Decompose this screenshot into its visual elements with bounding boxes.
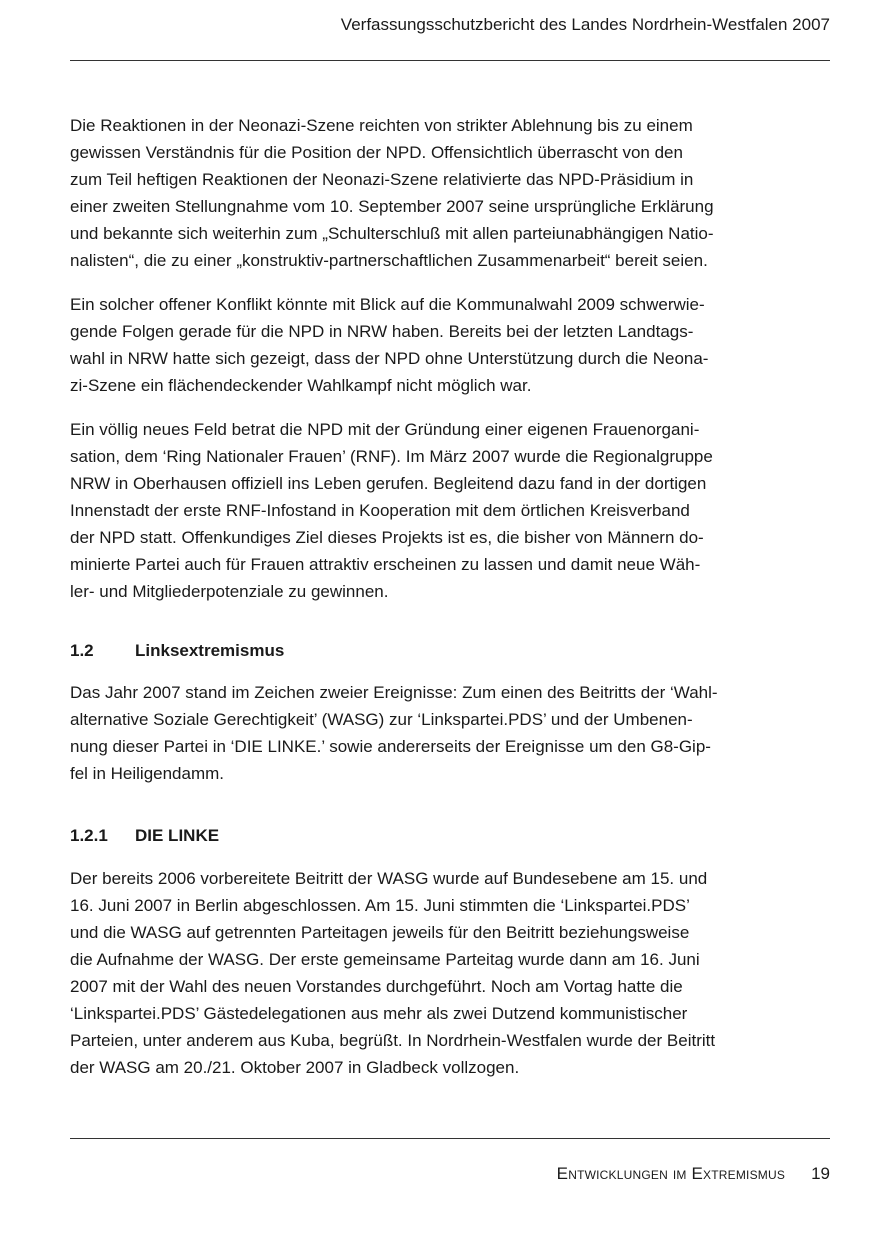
paragraph-die-linke: Der bereits 2006 vorbereitete Beitritt der WASG wurde auf Bundesebene am 15. und 16. Juni 2007 in Berlin abgeschlossen. Am 15. Juni stimmten die ‘Linkspartei.PDS’ und die WASG auf getrennten Parteitagen jeweils für den Beitritt beziehungsweise die Aufnahme der WASG. Der erste gemeinsame Parteitag wurde dann am 16. Juni 2007 mit der Wahl des neuen Vorstandes durchgeführt. Noch am Vortag hatte die ‘Linkspartei.PDS’ Gästedelegationen aus mehr als zwei Dutzend kommunistischer Parteien, unter anderem aus Kuba, begrüßt. In Nordrhein-Westfalen wurde der Beitritt der WASG am 20./21. Oktober 2007 in Gladbeck vollzogen. <box>70 869 716 1077</box>
footer-divider <box>70 1138 830 1139</box>
header-divider <box>70 60 830 61</box>
section-heading-1-2 <box>70 637 786 664</box>
paragraph-rnf: Ein völlig neues Feld betrat die NPD mit der Gründung einer eigenen Frauenorgani- sation, dem ‘Ring Nationaler Frauen’ (RNF). Im März 2007 wurde die Regionalgruppe NRW in Oberhausen offiziell ins Leben gerufen. Begleitend dazu fand in der dortigen Innenstadt der erste RNF-Infostand in Kooperation mit dem örtlichen Kreisverband der NPD statt. Offenkundiges Ziel dieses Projekts ist es, die bisher von Männern do- minierte Partei auch für Frauen attraktiv erscheinen zu lassen und damit neue Wäh- ler- und Mitgliederpotenziale zu gewinnen. <box>70 420 713 601</box>
page-header-title: Verfassungsschutzbericht des Landes Nordrhein-Westfalen 2007 <box>340 15 830 34</box>
footer-section-name: Entwicklungen im Extremismus <box>556 1164 786 1183</box>
section-heading-1-2-1 <box>70 822 786 849</box>
section-title: Linksextremismus <box>135 641 285 660</box>
page-content <box>70 112 786 1081</box>
paragraph-npd-reactions: Die Reaktionen in der Neonazi-Szene reichten von strikter Ablehnung bis zu einem gewissen Verständnis für die Position der NPD. Offensichtlich überrascht von den zum Teil heftigen Reaktionen der Neonazi-Szene relativierte das NPD-Präsidium in einer zweiten Stellungnahme vom 10. September 2007 seine ursprüngliche Erklärung und bekannte sich weiterhin zum „Schulterschluß mit allen parteiunabhängigen Natio- nalisten“, die zu einer „konstruktiv-partnerschaftlichen Zusammenarbeit“ bereit seien. <box>70 116 714 270</box>
page-footer <box>557 1162 830 1186</box>
section-number: 1.2.1 <box>70 826 108 845</box>
page-number: 19 <box>811 1164 830 1183</box>
paragraph-npd-conflict: Ein solcher offener Konflikt könnte mit Blick auf die Kommunalwahl 2009 schwerwie- gende Folgen gerade für die NPD in NRW haben. Bereits bei der letzten Landtags- wahl in NRW hatte sich gezeigt, dass der NPD ohne Unterstützung durch die Neona- zi-Szene ein flächendeckender Wahlkampf nicht möglich war. <box>70 295 709 395</box>
section-title: DIE LINKE <box>135 826 220 845</box>
section-number: 1.2 <box>70 641 94 660</box>
paragraph-linksextremismus: Das Jahr 2007 stand im Zeichen zweier Ereignisse: Zum einen des Beitritts der ‘Wahl- alternative Soziale Gerechtigkeit’ (WASG) zur ‘Linkspartei.PDS’ und der Umbenen- nung dieser Partei in ‘DIE LINKE.’ sowie andererseits der Ereignisse um den G8-Gip- fel in Heiligendamm. <box>70 683 718 783</box>
